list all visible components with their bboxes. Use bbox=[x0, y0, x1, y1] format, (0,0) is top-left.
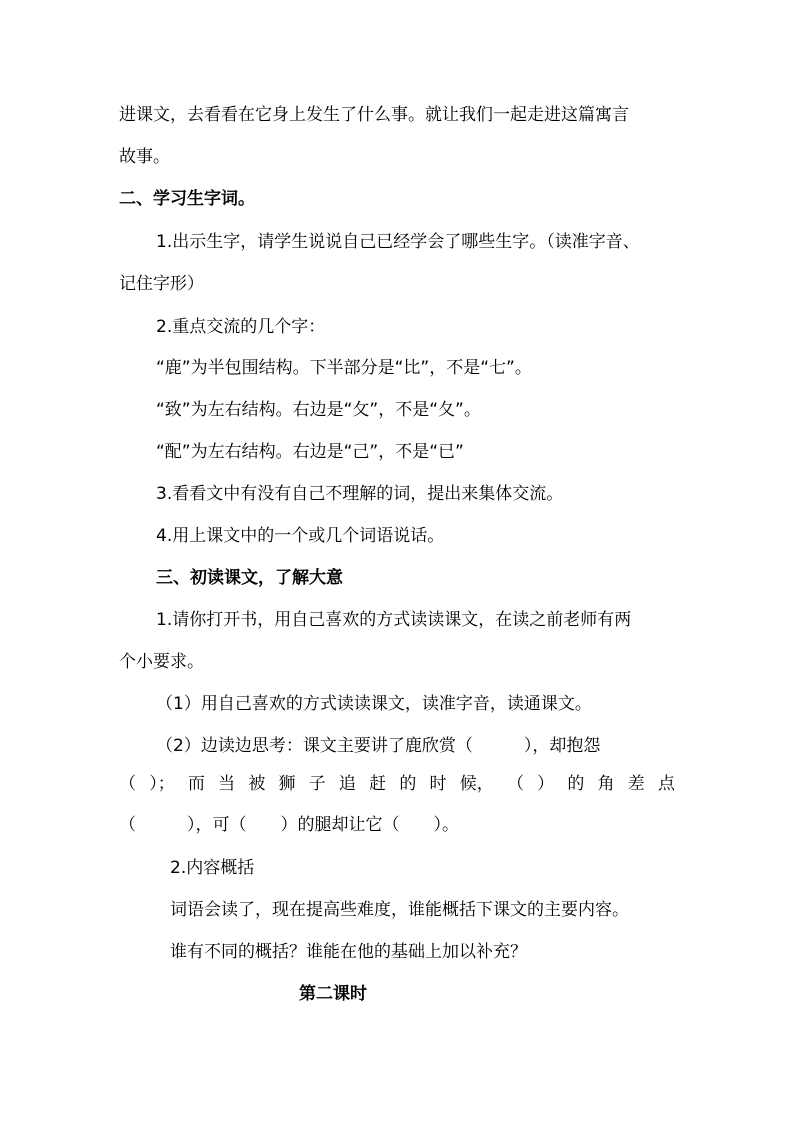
text-segment: ）； bbox=[149, 774, 175, 794]
text-segment: （ bbox=[506, 774, 524, 794]
step-show-characters-line-2: 记住字形） bbox=[119, 274, 204, 294]
text-segment: 被 bbox=[248, 774, 266, 794]
text-segment: （ bbox=[119, 774, 136, 794]
text-segment: 候， bbox=[459, 774, 494, 794]
lesson-two-heading: 第二课时 bbox=[299, 984, 367, 1004]
step-open-book-line-1: 1.请你打开书，用自己喜欢的方式读读课文，在读之前老师有两 bbox=[156, 610, 632, 630]
step-open-book-line-2: 个小要求。 bbox=[119, 652, 204, 672]
requirement-2-line-3: （ ），可（ ）的腿却让它（ ）。 bbox=[119, 815, 459, 835]
section-heading-first-reading: 三、初读课文，了解大意 bbox=[156, 568, 343, 588]
step-summary: 2.内容概括 bbox=[170, 858, 255, 878]
text-segment: 子 bbox=[308, 774, 326, 794]
text-segment: 的 bbox=[567, 774, 585, 794]
text-segment: 差 bbox=[627, 774, 645, 794]
character-note-zhi: “致”为左右结构。右边是“攵”，不是“夂”。 bbox=[156, 400, 481, 420]
text-segment: 而 bbox=[187, 774, 205, 794]
text-segment: 时 bbox=[429, 774, 447, 794]
requirement-2-line-2 bbox=[119, 772, 675, 796]
step-use-words: 4.用上课文中的一个或几个词语说话。 bbox=[156, 526, 445, 546]
text-segment: 角 bbox=[597, 774, 615, 794]
summary-line-2: 谁有不同的概括？谁能在他的基础上加以补充？ bbox=[170, 942, 527, 962]
text-segment: 狮 bbox=[278, 774, 296, 794]
paragraph-intro-line-2: 故事。 bbox=[119, 147, 170, 167]
section-heading-vocabulary: 二、学习生字词。 bbox=[119, 189, 255, 209]
text-segment: 点 bbox=[657, 774, 675, 794]
paragraph-intro-line-1: 进课文，去看看在它身上发生了什么事。就让我们一起走进这篇寓言 bbox=[119, 105, 629, 125]
step-show-characters-line-1: 1.出示生字，请学生说说自己已经学会了哪些生字。（读准字音、 bbox=[156, 232, 640, 252]
text-segment: 追 bbox=[338, 774, 356, 794]
character-note-pei: “配”为左右结构。右边是“己”，不是“已” bbox=[156, 442, 464, 462]
summary-line-1: 词语会读了，现在提高些难度，谁能概括下课文的主要内容。 bbox=[170, 900, 629, 920]
requirement-1: （1）用自己喜欢的方式读读课文，读准字音，读通课文。 bbox=[156, 694, 592, 714]
text-segment: 的 bbox=[399, 774, 417, 794]
requirement-2-line-1: （2）边读边思考：课文主要讲了鹿欣赏（ ），却抱怨 bbox=[156, 736, 601, 756]
step-discuss-words: 3.看看文中有没有自己不理解的词，提出来集体交流。 bbox=[156, 484, 564, 504]
character-note-lu: “鹿”为半包围结构。下半部分是“比”，不是“七”。 bbox=[156, 358, 532, 378]
text-segment: 赶 bbox=[369, 774, 387, 794]
text-segment: 当 bbox=[218, 774, 236, 794]
step-key-characters: 2.重点交流的几个字： bbox=[156, 317, 326, 337]
text-segment: ） bbox=[537, 774, 555, 794]
